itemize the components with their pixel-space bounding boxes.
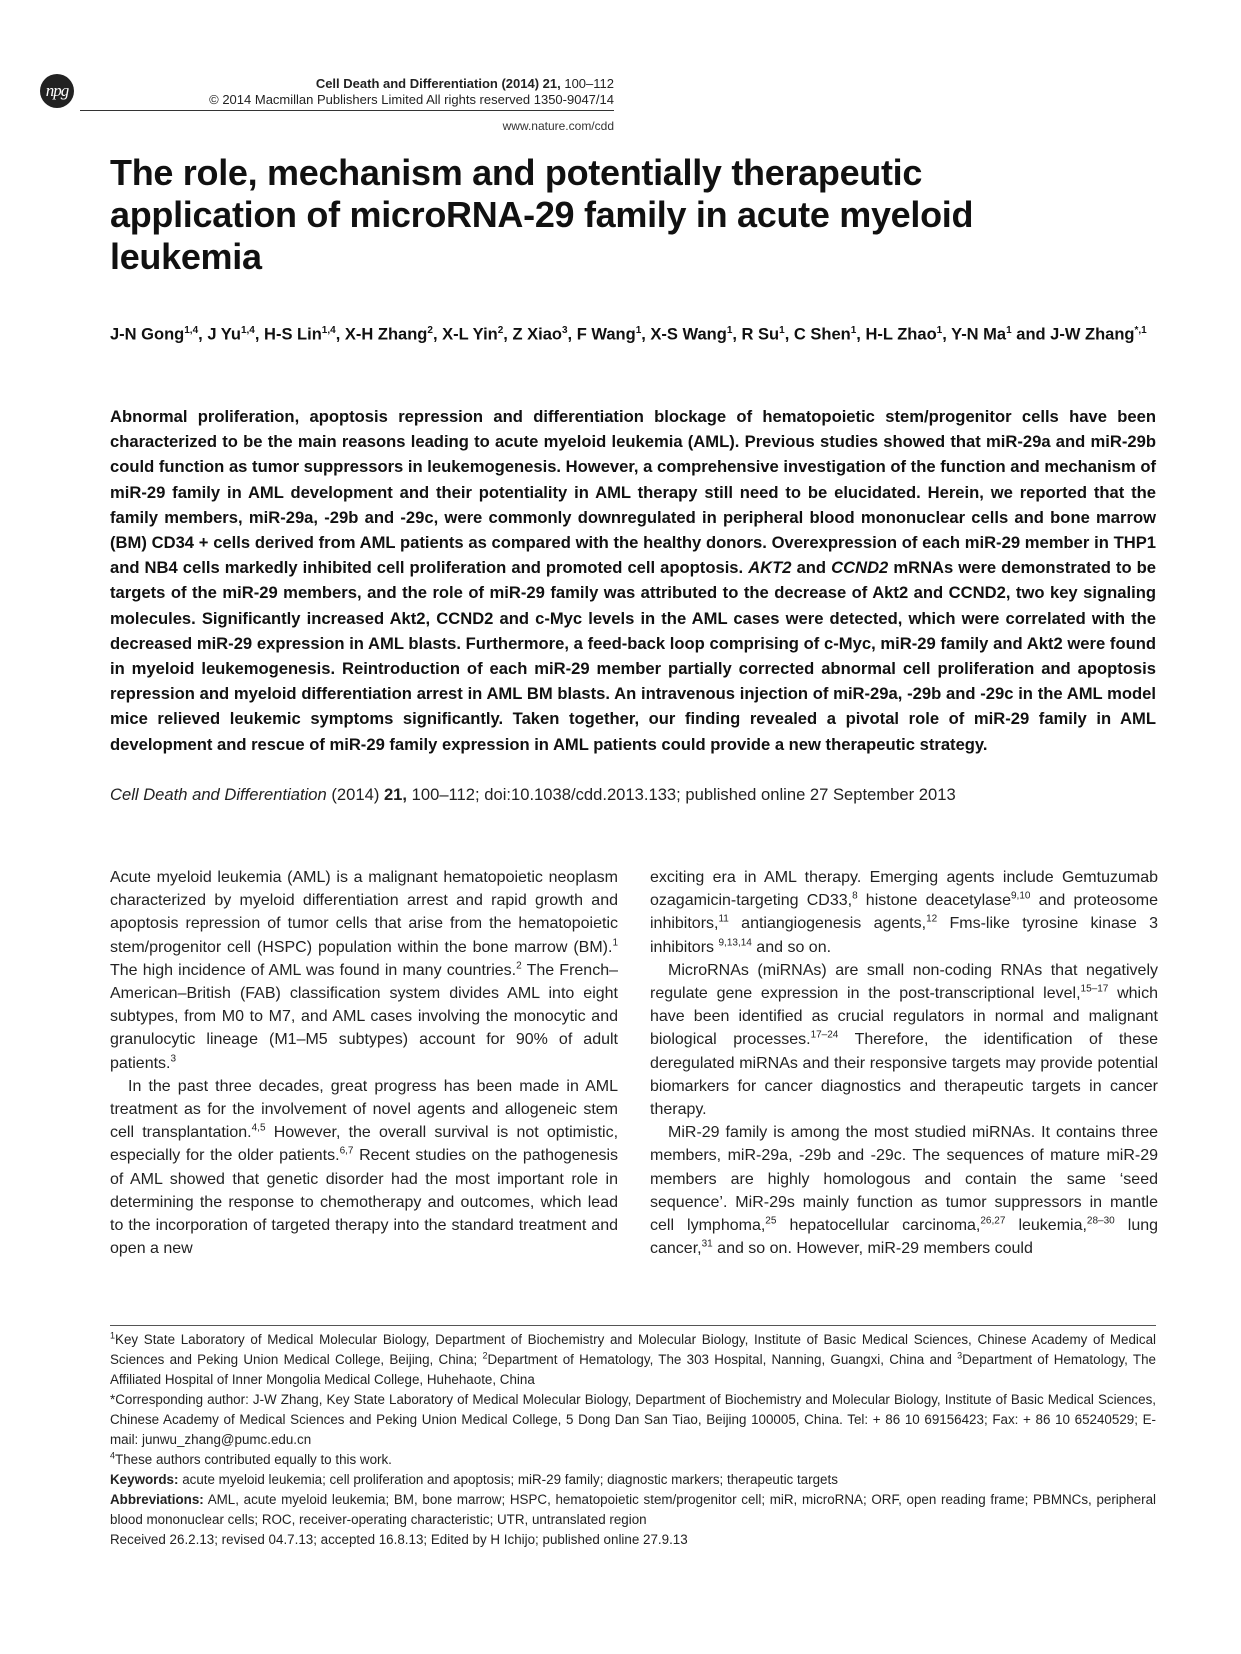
body-column-left: [110, 866, 618, 1260]
affiliation-text: Department of Hematology, The Affiliated Hospital of Inner Mongolia Medical College, Huhehaote, China: [110, 1352, 1156, 1387]
journal-pages: 100–112: [564, 76, 614, 91]
equal-contribution-text: These authors contributed equally to this work.: [115, 1452, 392, 1467]
abbreviations: [110, 1490, 1156, 1530]
author-affiliation-marker: 2: [427, 325, 433, 336]
reference-marker[interactable]: 9,13,14: [718, 937, 752, 949]
abstract-text-part2: mRNAs were demonstrated to be targets of the miR-29 members, and the role of miR-29 family was attributed to the decrease of Akt2 and CCND2, two key signaling molecules. Significantly increased Akt2, CCND2 and c-Myc levels in the AML cases were detected, which were correlated with the decreased miR-29 expression in AML blasts. Furthermore, a feed-back loop comprising of c-Myc, miR-29 family and Akt2 were found in myeloid leukemogenesis. Reintroduction of each miR-29 member partially corrected abnormal cell proliferation and apoptosis repression and myeloid differentiation arrest in AML BM blasts. An intravenous injection of miR-29a, -29b and -29c in the AML model mice relieved leukemic symptoms significantly. Taken together, our finding revealed a pivotal role of miR-29 family in AML development and rescue of miR-29 family expression in AML patients could provide a new therapeutic strategy.: [110, 558, 1156, 754]
author-affiliation-marker: 1,4: [184, 325, 199, 336]
author-name: J Yu: [207, 325, 241, 344]
body-text: and so on. However, miR-29 members could: [712, 1240, 1033, 1258]
footnotes: [110, 1330, 1156, 1550]
header-divider: [80, 110, 614, 111]
citation-volume: 21,: [383, 785, 408, 804]
body-column-right: [650, 866, 1158, 1260]
body-text: Recent studies on the pathogenesis of AML showed that genetic disorder had the most important role in determining the response to chemotherapy and outcomes, which lead to the incorporation of targeted therapy into the standard treatment and open a new: [110, 1147, 619, 1258]
citation-year: (2014): [326, 785, 384, 804]
author-list: J-N Gong$^{1,4}$, J Yu$^{1,4}$, H-S Lin$^{1,4}$, X-H Zhang$^2$, X-L Yin$^2$, Z Xiao$^3$, F Wang$^1$, X-S Wang$^1$, R Su$^1$, C Shen$^1$, H-L Zhao$^1$, Y-N Ma$^1$ and J-W Zhang$^{*,1}$: [110, 325, 1147, 344]
author-name: and J-W Zhang: [1016, 325, 1135, 344]
footnote-divider: [110, 1325, 1156, 1326]
reference-marker[interactable]: 2: [516, 960, 522, 972]
author-name: X-H Zhang: [344, 325, 428, 344]
reference-marker[interactable]: 15–17: [1080, 983, 1109, 995]
author-name: X-L Yin: [442, 325, 498, 344]
author-name: F Wang: [576, 325, 636, 344]
author-affiliation-marker: 1,4: [321, 325, 336, 336]
author-name: Y-N Ma: [951, 325, 1007, 344]
affiliation-marker: 2: [482, 1350, 488, 1361]
reference-marker[interactable]: 26,27: [980, 1215, 1006, 1227]
reference-marker[interactable]: 4,5: [251, 1122, 266, 1134]
reference-marker[interactable]: 31: [701, 1238, 713, 1250]
abbreviations-label: Abbreviations:: [110, 1492, 204, 1507]
author-affiliation-marker: 1: [726, 325, 733, 336]
journal-url-link[interactable]: www.nature.com/cdd: [502, 119, 614, 133]
body-paragraph: [110, 1075, 618, 1261]
affiliation-marker: 3: [957, 1350, 963, 1361]
body-text: MiR-29 family is among the most studied miRNAs. It contains three members, miR-29a, -29b and -29c. The sequences of mature miR-29 members are highly homologous and contain the same ‘seed sequence’. MiR-29s mainly function as tumor suppressors in mantle cell lymphoma,: [650, 1124, 1158, 1235]
received-dates: Received 26.2.13; revised 04.7.13; accepted 16.8.13; Edited by H Ichijo; published online 27.9.13: [110, 1532, 688, 1547]
body-paragraph: [650, 959, 1158, 1121]
keywords: [110, 1470, 1156, 1490]
author-affiliation-marker: 3: [561, 325, 568, 336]
affiliations: [110, 1330, 1156, 1390]
copyright-line: © 2014 Macmillan Publishers Limited All rights reserved 1350-9047/14: [209, 92, 614, 107]
body-text: lung cancer,: [650, 1217, 1159, 1258]
publisher-logo: npg: [40, 74, 74, 108]
reference-marker[interactable]: 3: [170, 1053, 177, 1065]
author-name: C Shen: [793, 325, 851, 344]
reference-marker[interactable]: 9,10: [1010, 890, 1031, 902]
body-text: The high incidence of AML was found in many countries.: [110, 961, 517, 979]
abstract-text-part1: Abnormal proliferation, apoptosis repression and differentiation blockage of hematopoietic stem/progenitor cells have been characterized to be the main reasons leading to acute myeloid leukemia (AML). Previous studies showed that miR-29a and miR-29b could function as tumor suppressors in leukemogenesis. However, a comprehensive investigation of the function and mechanism of miR-29 family in AML development and their potentiality in AML therapy still need to be elucidated. Herein, we reported that the family members, miR-29a, -29b and -29c, were commonly downregulated in peripheral blood mononuclear cells and bone marrow (BM) CD34 + cells derived from AML patients as compared with the healthy donors. Overexpression of each miR-29 member in THP1 and NB4 cells markedly inhibited cell proliferation and promoted cell apoptosis.: [110, 407, 1156, 578]
author-affiliation-marker: 1: [779, 325, 785, 336]
reference-marker[interactable]: 17–24: [810, 1030, 839, 1042]
body-text: leukemia,: [1005, 1217, 1087, 1235]
body-text: exciting era in AML therapy. Emerging agents include Gemtuzumab ozagamicin-targeting CD33,: [650, 869, 1158, 910]
author-affiliation-marker: 1: [1006, 325, 1012, 336]
reference-marker[interactable]: 8: [852, 890, 858, 902]
author-name: Z Xiao: [512, 325, 562, 344]
reference-marker[interactable]: 6,7: [339, 1146, 354, 1158]
body-text: The French–American–British (FAB) classification system divides AML into eight subtypes, from M0 to M7, and AML cases involving the monocytic and granulocytic lineage (M1–M5 subtypes) account for 90% of adult patients.: [110, 961, 618, 1072]
affiliation-marker: 1: [110, 1330, 116, 1341]
body-text: which have been identified as crucial regulators in normal and malignant biological processes.: [650, 985, 1158, 1049]
reference-marker[interactable]: 11: [718, 914, 729, 926]
affiliation-text: Department of Hematology, The 303 Hospital, Nanning, Guangxi, China and: [487, 1352, 958, 1367]
author-affiliation-marker: 1: [850, 325, 857, 336]
article-title: The role, mechanism and potentially therapeutic application of microRNA-29 family in acute myeloid leukemia: [110, 152, 974, 277]
reference-marker[interactable]: 28–30: [1086, 1215, 1115, 1227]
body-text: In the past three decades, great progress has been made in AML treatment as for the involvement of novel agents and allogeneic stem cell transplantation.: [110, 1077, 618, 1142]
body-text: antiangiogenesis agents,: [728, 915, 927, 933]
gene-name-ccnd2: CCND2: [831, 558, 889, 578]
author-name: R Su: [741, 325, 780, 344]
author-affiliation-marker: 2: [497, 325, 504, 336]
abbreviations-text: AML, acute myeloid leukemia; BM, bone marrow; HSPC, hematopoietic stem/progenitor cell; miR, microRNA; ORF, open reading frame; PBMNCs, peripheral blood mononuclear cells; ROC, receiver-operating characteristic; UTR, untranslated region: [110, 1492, 1156, 1527]
body-text: and proteosome inhibitors,: [650, 892, 1159, 933]
body-paragraph: [650, 866, 1158, 959]
reference-marker[interactable]: 1: [612, 937, 618, 949]
journal-issue: Cell Death and Differentiation (2014) 21,: [315, 76, 561, 91]
body-text: MicroRNAs (miRNAs) are small non-coding RNAs that negatively regulate gene expression in the post-transcriptional level,: [650, 961, 1158, 1003]
reference-marker[interactable]: 12: [926, 914, 938, 926]
author-affiliation-marker: 1: [936, 325, 943, 336]
affiliation-marker: 4: [110, 1450, 116, 1461]
body-text: and so on.: [751, 938, 832, 956]
body-paragraph: [110, 866, 618, 1075]
citation-line: [110, 783, 1156, 807]
citation-journal: Cell Death and Differentiation: [110, 785, 327, 804]
reference-marker[interactable]: 25: [765, 1215, 777, 1227]
abstract: [110, 404, 1156, 757]
gene-name-akt2: AKT2: [748, 558, 792, 578]
keywords-label: Keywords:: [110, 1472, 179, 1487]
body-paragraph: [650, 1121, 1158, 1260]
abstract-conjunction: and: [791, 558, 832, 578]
body-text: Fms-like tyrosine kinase 3 inhibitors: [650, 915, 1159, 956]
body-text: histone deacetylase: [857, 892, 1011, 910]
author-name: H-S Lin: [264, 325, 322, 344]
body-text: hepatocellular carcinoma,: [776, 1217, 981, 1235]
author-affiliation-marker: 1,4: [240, 325, 255, 336]
journal-header: [150, 76, 614, 108]
body-text: Therefore, the identification of these deregulated miRNAs and their responsive targets may provide potential biomarkers for cancer diagnostics and therapeutic targets in cancer therapy.: [650, 1031, 1158, 1119]
citation-doi: 100–112; doi:10.1038/cdd.2013.133; published online 27 September 2013: [407, 785, 956, 804]
corresponding-author: *Corresponding author: J-W Zhang, Key State Laboratory of Medical Molecular Biology, Department of Biochemistry and Molecular Biology, Institute of Basic Medical Sciences, Chinese Academy of Medical Sciences and Peking Union Medical College, 5 Dong Dan San Tiao, Beijing 100005, China. Tel: + 86 10 69156423; Fax: + 86 10 65240529; E-mail: junwu_zhang@pumc.edu.cn: [110, 1392, 1156, 1447]
keywords-text: acute myeloid leukemia; cell proliferation and apoptosis; miR-29 family; diagnostic markers; therapeutic targets: [178, 1472, 838, 1487]
body-text: Acute myeloid leukemia (AML) is a malignant hematopoietic neoplasm characterized by myeloid differentiation arrest and rapid growth and apoptosis repression of tumor cells that arise from the hematopoietic stem/progenitor cell (HSPC) population within the bone marrow (BM).: [110, 869, 618, 956]
author-name: H-L Zhao: [865, 325, 937, 344]
affiliation-text: Key State Laboratory of Medical Molecular Biology, Department of Biochemistry and Molecular Biology, Institute of Basic Medical Sciences, Chinese Academy of Medical Sciences and Peking Union Medical College, Beijing, China;: [110, 1332, 1156, 1367]
author-name: J-N Gong: [110, 325, 185, 344]
author-affiliation-marker: 1: [635, 325, 642, 336]
author-affiliation-marker: *,1: [1134, 325, 1147, 336]
body-text: However, the overall survival is not optimistic, especially for the older patients.: [110, 1124, 619, 1165]
author-name: X-S Wang: [650, 325, 727, 344]
equal-contribution-note: [110, 1450, 1156, 1470]
